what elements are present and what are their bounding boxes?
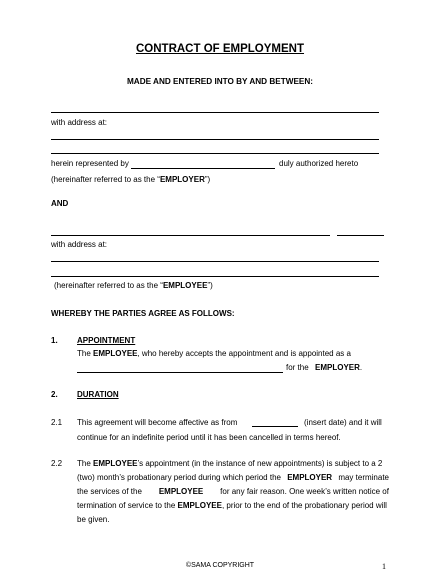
- section1-number: 1.: [51, 336, 58, 345]
- clause-2-1-line1-start: This agreement will become affective as from: [77, 418, 238, 427]
- clause-2-1-line1-mid: (insert date) and it will: [304, 418, 382, 427]
- party1-referred-as: (hereinafter referred to as the “EMPLOYER”): [51, 175, 211, 184]
- section1-line1: The EMPLOYEE, who hereby accepts the appointment and is appointed as a: [77, 349, 351, 358]
- clause-2-2-line3: the services of the EMPLOYEE for any fair reason. One week’s written notice of: [77, 487, 389, 496]
- copyright-footer: ©SAMA COPYRIGHT: [185, 562, 255, 569]
- clause-2-1-number: 2.1: [51, 418, 63, 427]
- employer-term: EMPLOYER: [159, 175, 205, 184]
- position-title-line[interactable]: [77, 372, 283, 373]
- for-the-label: for the: [286, 363, 309, 372]
- party2-id-line[interactable]: [337, 235, 384, 236]
- party2-address-label: with address at:: [51, 240, 108, 249]
- clause-2-1-line2: continue for an indefinite period until it has been cancelled in terms hereof.: [77, 433, 341, 442]
- section1-heading: APPOINTMENT: [77, 336, 136, 345]
- clause-2-2-line5: be given.: [77, 515, 110, 524]
- clause-2-2-line1: The EMPLOYEE’s appointment (in the instance of new appointments) is subject to a 2: [77, 459, 383, 468]
- party1-address-label: with address at:: [51, 118, 108, 127]
- party2-referred-as: (hereinafter referred to as the “EMPLOYEE”): [54, 281, 213, 290]
- party2-address-line-1[interactable]: [51, 261, 379, 262]
- party1-name-line[interactable]: [51, 112, 379, 113]
- party1-address-line-2[interactable]: [51, 153, 379, 154]
- and-label: AND: [51, 199, 69, 208]
- employee-term: EMPLOYEE: [162, 281, 208, 290]
- document-subtitle: MADE AND ENTERED INTO BY AND BETWEEN:: [126, 77, 314, 86]
- document-title: CONTRACT OF EMPLOYMENT: [135, 43, 305, 55]
- party2-name-line[interactable]: [51, 235, 330, 236]
- start-date-line[interactable]: [252, 426, 298, 427]
- duly-authorized-label: duly authorized hereto: [279, 159, 359, 168]
- section1-employer: EMPLOYER.: [315, 363, 363, 372]
- clause-2-2-line2: (two) month’s probationary period during which period the EMPLOYER may terminate: [77, 473, 389, 482]
- clause-2-2-number: 2.2: [51, 459, 63, 468]
- section2-number: 2.: [51, 390, 58, 399]
- clause-2-2-line4: termination of service to the EMPLOYEE, prior to the end of the probationary period will: [77, 501, 387, 510]
- representative-name-line[interactable]: [131, 168, 275, 169]
- represented-by-label: herein represented by: [51, 159, 129, 168]
- whereby-heading: WHEREBY THE PARTIES AGREE AS FOLLOWS:: [51, 309, 235, 318]
- party2-address-line-2[interactable]: [51, 276, 379, 277]
- section2-heading: DURATION: [77, 390, 119, 399]
- page-number: 1: [382, 562, 386, 571]
- party1-address-line-1[interactable]: [51, 139, 379, 140]
